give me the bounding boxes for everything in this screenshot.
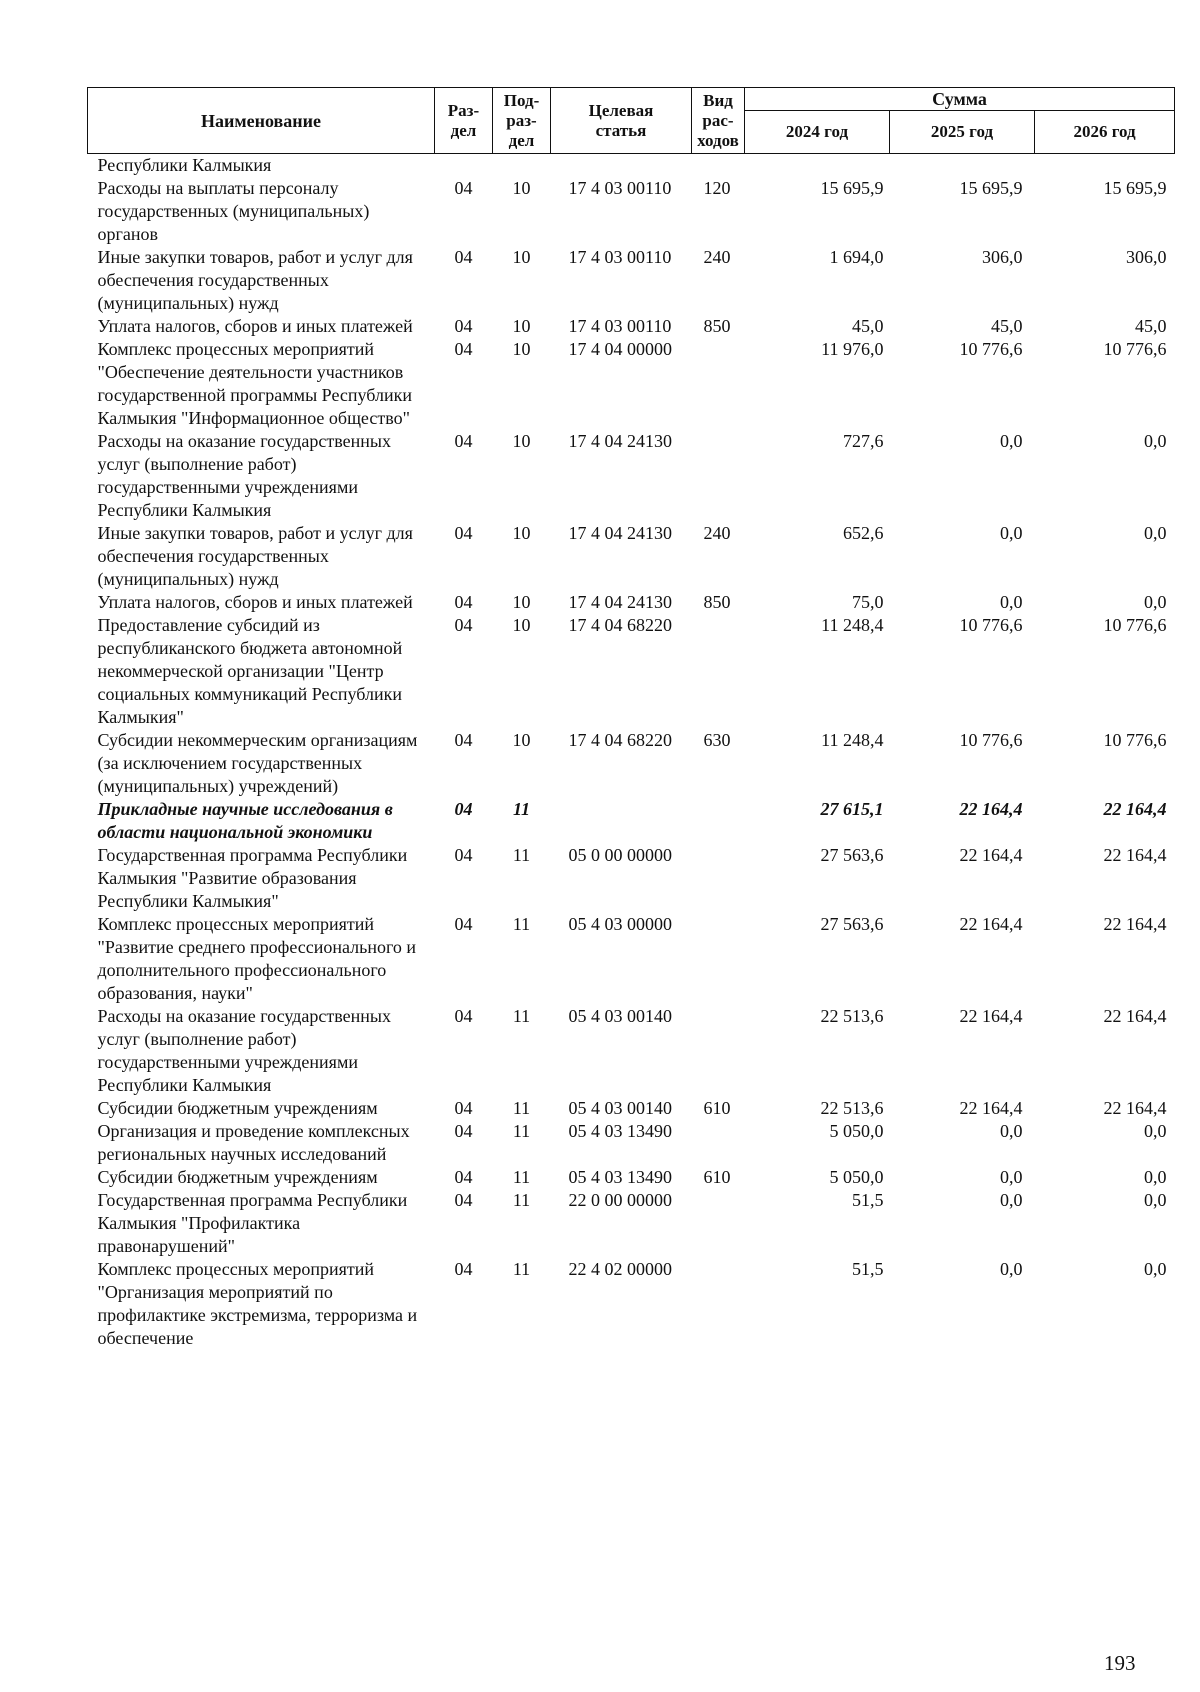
row-sum-2024: 652,6 [843,523,884,543]
row-target-article: 17 4 03 00110 [568,178,672,198]
row-name: Организация и проведение комплексных региональных научных исследований [97,1121,410,1164]
row-target-article [551,154,692,178]
row-expense-type [692,1005,745,1097]
row-sum-2025: 0,0 [1000,1259,1023,1279]
row-sum-2025: 306,0 [982,247,1023,267]
header-name: Наименование [88,88,435,154]
row-target-article: 17 4 04 68220 [568,730,672,750]
row-razdel: 04 [454,592,473,612]
row-podrazdel: 11 [512,1259,531,1279]
row-podrazdel: 10 [512,615,531,635]
row-podrazdel: 10 [512,730,531,750]
header-vid: Вид рас- ходов [692,88,745,154]
table-row [88,1166,1175,1189]
table-row [88,246,1175,315]
row-sum-2026: 22 164,4 [1103,1098,1167,1118]
row-sum-2026: 45,0 [1135,316,1167,336]
row-razdel: 04 [454,1259,473,1279]
row-podrazdel: 11 [512,1190,531,1210]
row-name: Иные закупки товаров, работ и услуг для обеспечения государственных (муниципальных) нужд [97,523,413,589]
row-expense-type: 120 [703,178,731,198]
row-podrazdel [493,154,551,178]
row-sum-2026 [1035,154,1175,178]
row-podrazdel: 11 [512,1121,531,1141]
table-row [88,1097,1175,1120]
row-razdel: 04 [454,1121,473,1141]
row-sum-2025: 0,0 [1000,592,1023,612]
row-sum-2025: 22 164,4 [959,1098,1023,1118]
row-name: Республики Калмыкия [97,155,272,175]
row-sum-2024: 75,0 [852,592,884,612]
row-razdel: 04 [454,615,473,635]
table-row [88,591,1175,614]
row-podrazdel: 11 [512,799,530,819]
row-sum-2024: 51,5 [852,1190,884,1210]
row-sum-2024 [745,154,890,178]
row-sum-2024: 22 513,6 [820,1098,884,1118]
row-sum-2025: 15 695,9 [959,178,1023,198]
row-expense-type [692,1258,745,1350]
row-sum-2026: 0,0 [1144,523,1167,543]
table-row [88,338,1175,430]
row-name: Государственная программа Республики Калмыкия "Профилактика правонарушений" [97,1190,408,1256]
row-razdel: 04 [454,523,473,543]
row-sum-2026: 22 164,4 [1103,799,1167,819]
row-podrazdel: 11 [512,845,531,865]
row-sum-2024: 45,0 [852,316,884,336]
row-name: Комплекс процессных мероприятий "Развитие среднего профессионального и дополнительного профессионального образования, науки" [97,914,417,1003]
row-name: Уплата налогов, сборов и иных платежей [97,316,413,336]
row-expense-type: 630 [703,730,731,750]
table-row [88,798,1175,844]
row-razdel: 04 [454,339,473,359]
row-expense-type [692,154,745,178]
table-row [88,1005,1175,1097]
row-expense-type: 610 [703,1167,731,1187]
row-razdel: 04 [454,799,473,819]
row-expense-type: 240 [703,247,731,267]
row-podrazdel: 11 [512,914,531,934]
row-sum-2024: 27 563,6 [820,914,884,934]
row-target-article: 05 4 03 00140 [568,1098,672,1118]
row-expense-type: 850 [703,316,731,336]
row-podrazdel: 11 [512,1167,531,1187]
row-podrazdel: 10 [512,592,531,612]
header-year-2026: 2026 год [1035,111,1175,154]
row-sum-2024: 15 695,9 [820,178,884,198]
header-sum: Сумма [745,88,1175,111]
row-razdel: 04 [454,247,473,267]
row-sum-2026: 10 776,6 [1103,730,1167,750]
row-expense-type [692,798,745,844]
row-sum-2024: 5 050,0 [829,1121,884,1141]
page-number: 193 [1104,1651,1136,1675]
budget-table-sheet [87,87,1174,1350]
row-sum-2025: 10 776,6 [959,339,1023,359]
row-target-article: 17 4 04 68220 [568,615,672,635]
row-sum-2024: 11 248,4 [821,615,884,635]
table-row [88,614,1175,729]
row-expense-type [692,844,745,913]
row-sum-2025: 10 776,6 [959,730,1023,750]
table-row [88,315,1175,338]
row-razdel: 04 [454,1006,473,1026]
row-expense-type [692,1189,745,1258]
row-target-article: 05 4 03 00140 [568,1006,672,1026]
row-razdel: 04 [454,1098,473,1118]
row-sum-2024: 51,5 [852,1259,884,1279]
row-sum-2025: 45,0 [991,316,1023,336]
row-name: Расходы на оказание государственных услуг (выполнение работ) государственными учреждениями Республики Калмыкия [97,431,391,520]
row-razdel: 04 [454,316,473,336]
table-row [88,1120,1175,1166]
row-target-article: 05 4 03 13490 [568,1121,672,1141]
table-row [88,913,1175,1005]
row-sum-2025: 22 164,4 [959,799,1023,819]
row-sum-2026: 0,0 [1144,592,1167,612]
budget-table [87,87,1175,1350]
row-sum-2026: 15 695,9 [1103,178,1167,198]
row-expense-type [692,430,745,522]
row-sum-2024: 27 615,1 [820,799,884,819]
row-name: Субсидии некоммерческим организациям (за исключением государственных (муниципальных) учреждений) [97,730,418,796]
row-sum-2026: 22 164,4 [1103,914,1167,934]
row-name: Комплекс процессных мероприятий "Организация мероприятий по профилактике экстремизма, терроризма и обеспечение [97,1259,418,1348]
row-target-article: 17 4 04 24130 [568,523,672,543]
row-podrazdel: 10 [512,247,531,267]
row-target-article: 22 0 00 00000 [568,1190,672,1210]
row-razdel: 04 [454,431,473,451]
row-razdel: 04 [454,1167,473,1187]
table-row [88,1258,1175,1350]
row-target-article: 05 0 00 00000 [568,845,672,865]
row-sum-2025: 10 776,6 [959,615,1023,635]
row-razdel [435,154,493,178]
row-target-article: 17 4 03 00110 [568,247,672,267]
row-sum-2024: 5 050,0 [829,1167,884,1187]
row-expense-type: 610 [703,1098,731,1118]
row-sum-2026: 0,0 [1144,1167,1167,1187]
header-target: Целевая статья [551,88,692,154]
table-row [88,154,1175,178]
row-name: Предоставление субсидий из республиканского бюджета автономной некоммерческой организации "Центр социальных коммуникаций Республики Калмыкия" [97,615,403,727]
header-razdel: Раз- дел [435,88,493,154]
row-expense-type [692,1120,745,1166]
row-name: Расходы на оказание государственных услуг (выполнение работ) государственными учреждениями Республики Калмыкия [97,1006,391,1095]
row-name: Комплекс процессных мероприятий "Обеспечение деятельности участников государственной программы Республики Калмыкия "Информационное общество" [97,339,412,428]
table-row [88,522,1175,591]
row-sum-2025 [890,154,1035,178]
row-sum-2025: 22 164,4 [959,914,1023,934]
row-sum-2025: 0,0 [1000,1121,1023,1141]
row-sum-2026: 306,0 [1126,247,1167,267]
row-target-article: 17 4 04 00000 [568,339,672,359]
row-podrazdel: 11 [512,1098,531,1118]
row-sum-2025: 22 164,4 [959,1006,1023,1026]
row-target-article: 17 4 03 00110 [568,316,672,336]
row-sum-2026: 10 776,6 [1103,615,1167,635]
row-name: Уплата налогов, сборов и иных платежей [97,592,413,612]
table-row [88,430,1175,522]
row-sum-2024: 727,6 [843,431,884,451]
row-sum-2025: 22 164,4 [959,845,1023,865]
row-sum-2026: 0,0 [1144,431,1167,451]
table-body [88,154,1175,1351]
table-row [88,729,1175,798]
row-target-article: 17 4 04 24130 [568,592,672,612]
row-razdel: 04 [454,1190,473,1210]
row-razdel: 04 [454,178,473,198]
row-podrazdel: 11 [512,1006,531,1026]
row-sum-2026: 0,0 [1144,1121,1167,1141]
row-expense-type: 850 [703,592,731,612]
row-name: Субсидии бюджетным учреждениям [97,1098,378,1118]
table-row [88,1189,1175,1258]
row-target-article: 17 4 04 24130 [568,431,672,451]
row-sum-2024: 27 563,6 [820,845,884,865]
header-year-2025: 2025 год [890,111,1035,154]
row-expense-type [692,614,745,729]
row-razdel: 04 [454,845,473,865]
row-sum-2026: 0,0 [1144,1190,1167,1210]
row-sum-2024: 11 976,0 [821,339,884,359]
row-target-article: 05 4 03 00000 [568,914,672,934]
row-name: Субсидии бюджетным учреждениям [97,1167,378,1187]
header-podrazdel: Под- раз- дел [493,88,551,154]
row-expense-type: 240 [703,523,731,543]
row-sum-2026: 10 776,6 [1103,339,1167,359]
row-podrazdel: 10 [512,339,531,359]
row-sum-2024: 11 248,4 [821,730,884,750]
row-expense-type [692,913,745,1005]
row-sum-2025: 0,0 [1000,1167,1023,1187]
row-sum-2025: 0,0 [1000,431,1023,451]
header-year-2024: 2024 год [745,111,890,154]
row-name: Иные закупки товаров, работ и услуг для обеспечения государственных (муниципальных) нужд [97,247,413,313]
row-name: Государственная программа Республики Калмыкия "Развитие образования Республики Калмыкия" [97,845,408,911]
row-name: Расходы на выплаты персоналу государственных (муниципальных) органов [97,178,370,244]
row-podrazdel: 10 [512,316,531,336]
row-target-article [551,798,692,844]
row-razdel: 04 [454,730,473,750]
table-row [88,177,1175,246]
row-sum-2024: 1 694,0 [829,247,884,267]
row-podrazdel: 10 [512,431,531,451]
table-header [88,88,1175,154]
row-sum-2026: 22 164,4 [1103,845,1167,865]
row-sum-2025: 0,0 [1000,1190,1023,1210]
row-podrazdel: 10 [512,523,531,543]
row-expense-type [692,338,745,430]
row-target-article: 22 4 02 00000 [568,1259,672,1279]
row-podrazdel: 10 [512,178,531,198]
row-sum-2024: 22 513,6 [820,1006,884,1026]
row-sum-2026: 0,0 [1144,1259,1167,1279]
row-name: Прикладные научные исследования в области национальной экономики [97,799,393,842]
row-razdel: 04 [454,914,473,934]
row-sum-2026: 22 164,4 [1103,1006,1167,1026]
row-target-article: 05 4 03 13490 [568,1167,672,1187]
row-sum-2025: 0,0 [1000,523,1023,543]
table-row [88,844,1175,913]
